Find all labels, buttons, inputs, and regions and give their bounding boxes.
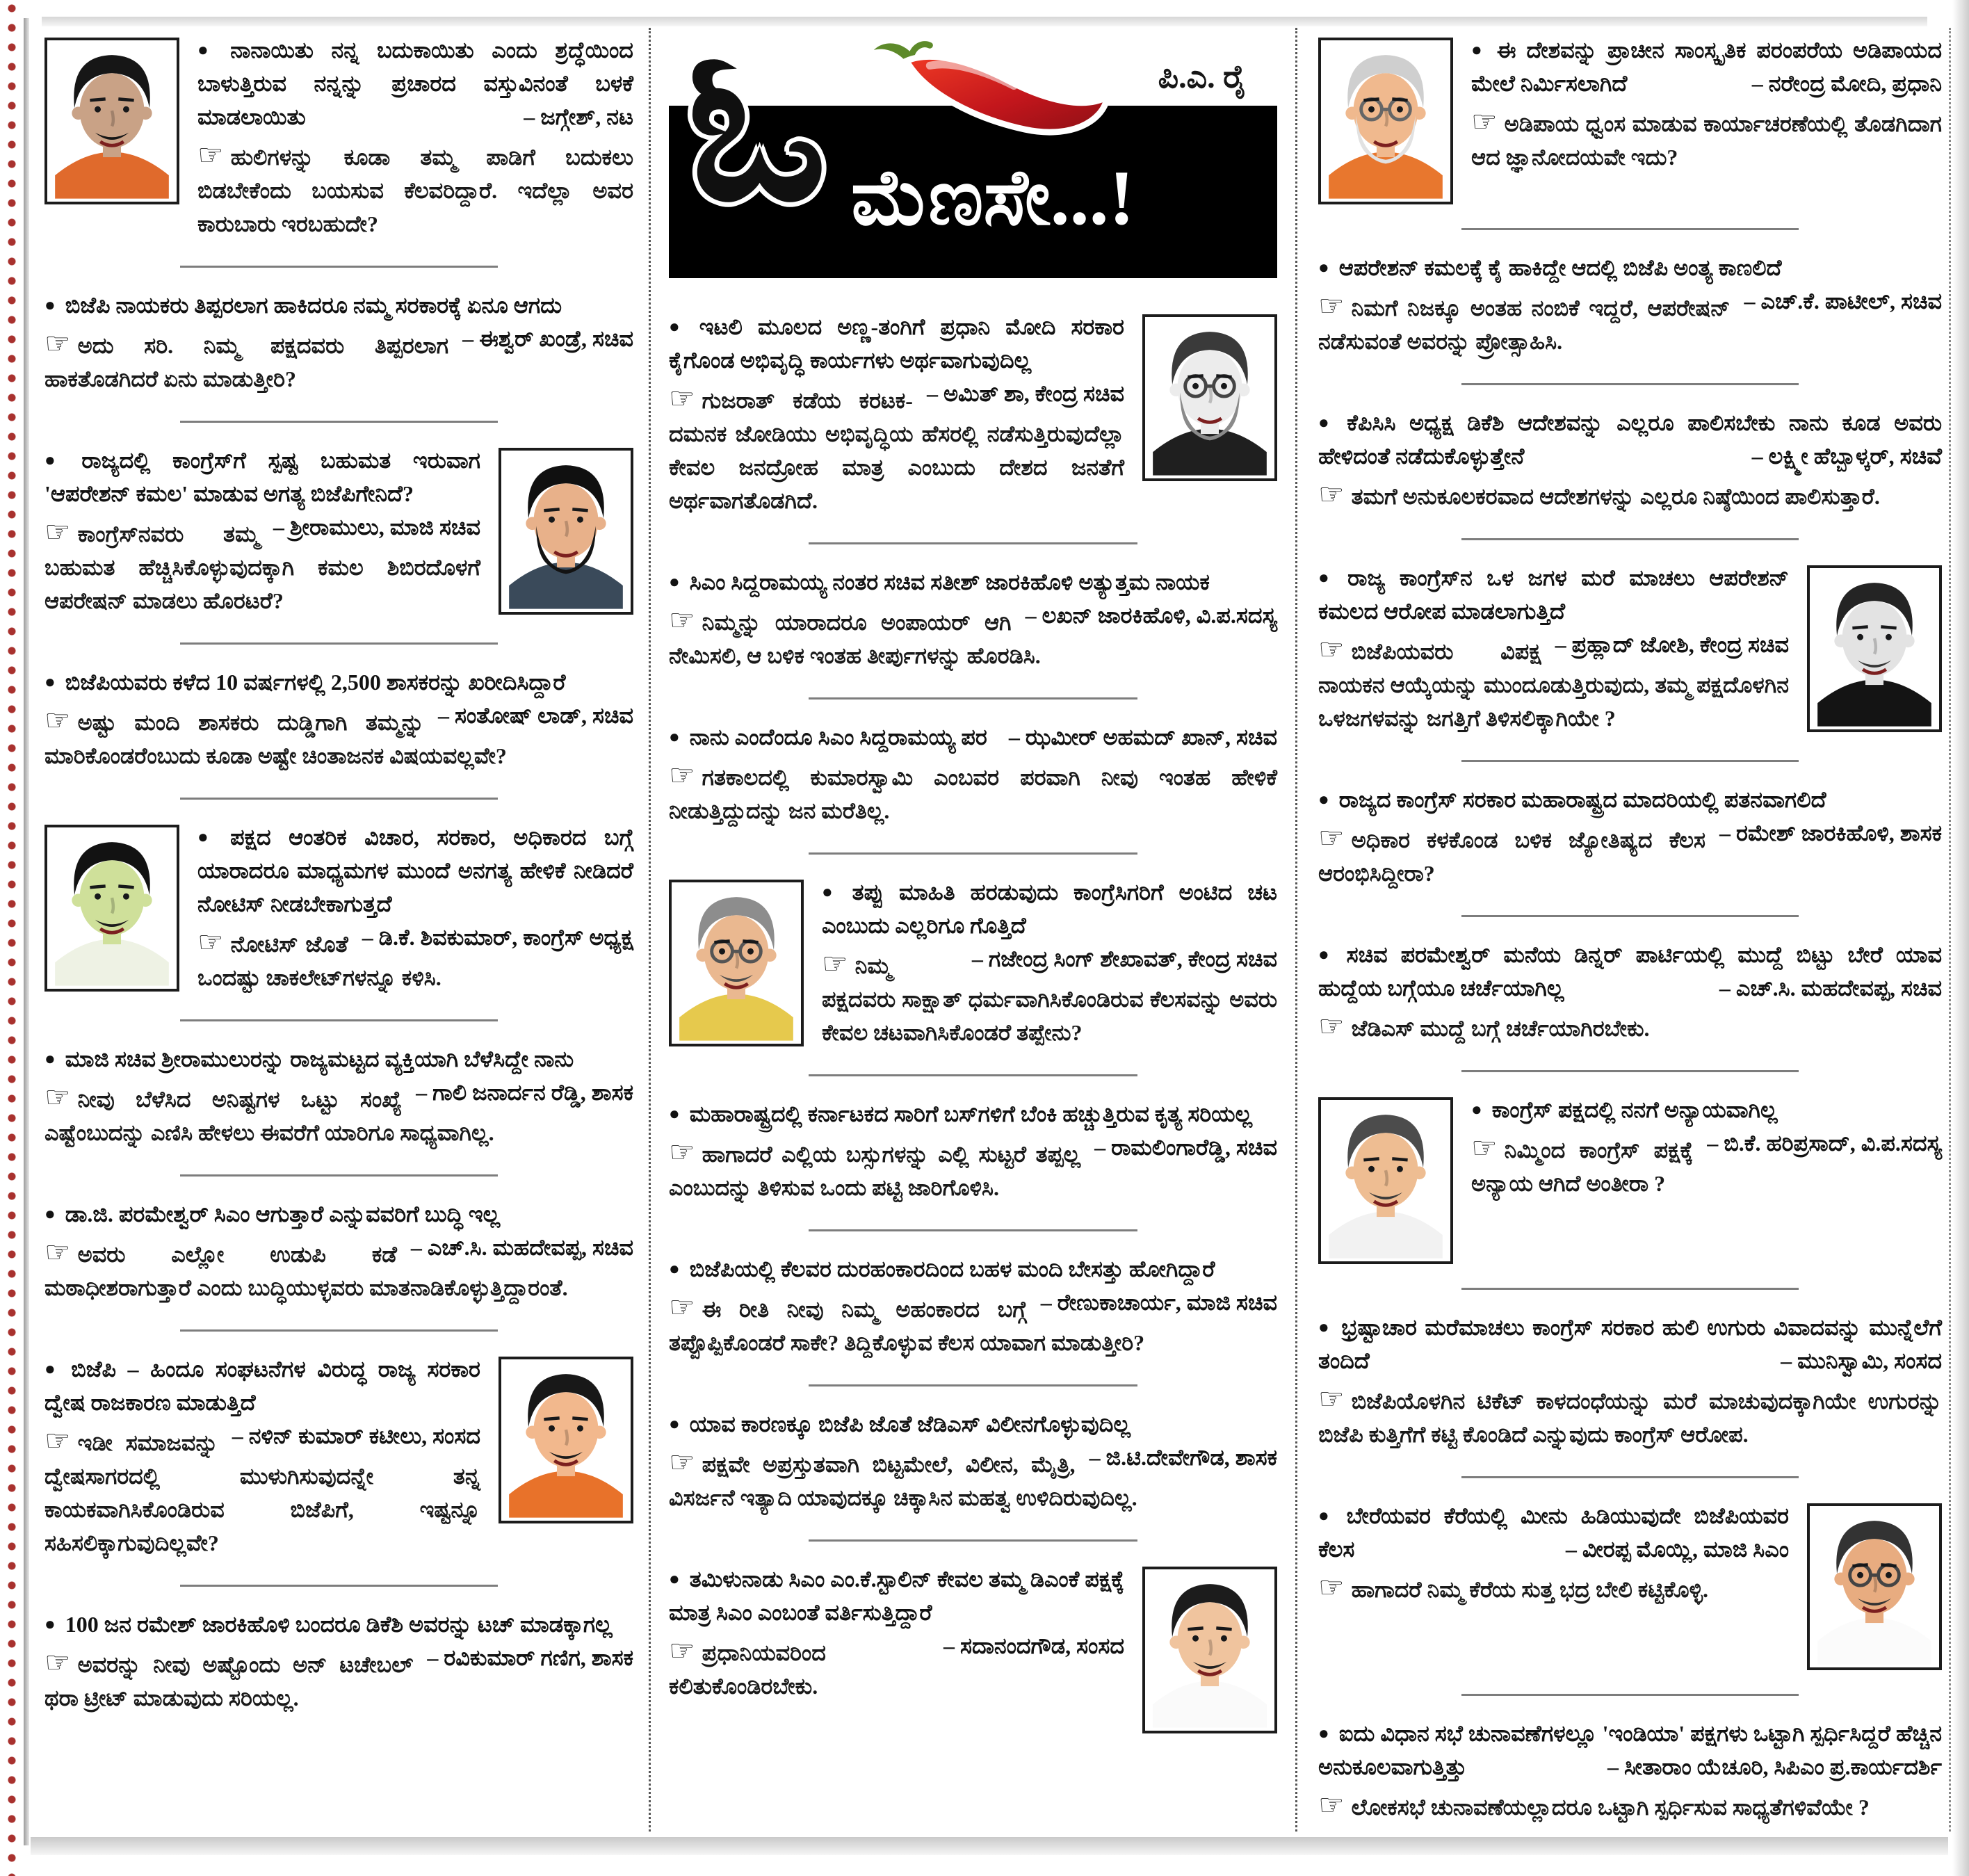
bullet-icon: ● <box>44 295 56 315</box>
bullet-icon: ● <box>1318 789 1329 809</box>
qa-entry <box>44 1197 633 1311</box>
question-text: ಸಚಿವ ಪರಮೇಶ್ವರ್ ಮನೆಯ ಡಿನ್ನರ್ ಪಾರ್ಟಿಯಲ್ಲಿ ಮುದ್ದೆ ಬಿಟ್ಟು ಬೇರೆ ಯಾವ ಹುದ್ದೆಯ ಬಗ್ಗೆಯೂ ಚರ್ಚೆಯಾಗಿಲ್ಲ <box>1318 942 1942 1001</box>
caricature-jaggesh <box>44 38 179 204</box>
bullet-icon: ● <box>1471 1099 1482 1119</box>
question-text: ನಾನಾಯಿತು ನನ್ನ ಬದುಕಾಯಿತು ಎಂದು ಶ್ರದ್ಧೆಯಿಂದ ಬಾಳುತ್ತಿರುವ ನನ್ನನ್ನು ಪ್ರಚಾರದ ವಸ್ತುವಿನಂತೆ ಬಳಕೆ ಮಾಡಲಾಯಿತು <box>197 38 633 129</box>
qa-entry <box>44 444 633 624</box>
caricature-amit-shah <box>1142 314 1277 481</box>
pointing-finger-icon: ☞ <box>1471 106 1498 138</box>
qa-entry <box>44 1352 633 1567</box>
bullet-icon: ● <box>44 1204 56 1224</box>
entry-divider <box>180 421 498 423</box>
caricature-face-icon <box>47 40 177 202</box>
pointing-finger-icon: ☞ <box>1318 1384 1345 1416</box>
answer-text: ಅಧಿಕಾರ ಕಳಕೊಂಡ ಬಳಿಕ ಜ್ಯೋತಿಷ್ಯದ ಕೆಲಸ ಆರಂಭಿಸಿದ್ದೀರಾ? <box>1318 827 1705 886</box>
bullet-icon: ● <box>197 40 221 60</box>
attribution: – ಲಖನ್ ಜಾರಕಿಹೊಳಿ, ವಿ.ಪ.ಸದಸ್ಯ <box>1025 603 1277 628</box>
entry-divider <box>1461 1476 1798 1478</box>
question-text: ತಮಿಳುನಾಡು ಸಿಎಂ ಎಂ.ಕೆ.ಸ್ಟಾಲಿನ್ ಕೇವಲ ತಮ್ಮ ಡಿಎಂಕೆ ಪಕ್ಷಕ್ಕೆ ಮಾತ್ರ ಸಿಎಂ ಎಂಬಂತೆ ವರ್ತಿಸುತ್ತಿದ್ದಾರೆ <box>669 1567 1124 1625</box>
answer-text: ಅಷ್ಟು ಮಂದಿ ಶಾಸಕರು ದುಡ್ಡಿಗಾಗಿ ತಮ್ಮನ್ನು ಮಾರಿಕೊಂಡರೆಂಬುದು ಕೂಡಾ ಅಷ್ಟೇ ಚಿಂತಾಜನಕ ವಿಷಯವಲ್ಲವೇ? <box>44 710 507 768</box>
masthead <box>669 12 1277 282</box>
entry-divider <box>809 542 1137 544</box>
bullet-icon: ● <box>44 1049 56 1069</box>
pointing-finger-icon: ☞ <box>669 1635 695 1667</box>
qa-entry <box>669 720 1277 834</box>
bullet-icon: ● <box>822 882 843 902</box>
caricature-face-icon <box>1145 1569 1274 1731</box>
pointing-finger-icon: ☞ <box>1318 634 1345 666</box>
question-text: ಬಿಜೆಪಿ – ಹಿಂದೂ ಸಂಘಟನೆಗಳ ವಿರುದ್ಧ ರಾಜ್ಯ ಸರಕಾರ ದ್ವೇಷ ರಾಜಕಾರಣ ಮಾಡುತ್ತಿದೆ <box>44 1357 480 1415</box>
caricature-face-icon <box>1810 568 1939 729</box>
pointing-finger-icon: ☞ <box>44 1647 71 1679</box>
question-text: ರಾಜ್ಯ ಕಾಂಗ್ರೆಸ್‌ನ ಒಳ ಜಗಳ ಮರೆ ಮಾಚಲು ಆಪರೇಶನ್ ಕಮಲದ ಆರೋಪ ಮಾಡಲಾಗುತ್ತಿದೆ <box>1318 565 1789 624</box>
answer-text: ಅಡಿಪಾಯ ಧ್ವಂಸ ಮಾಡುವ ಕಾರ್ಯಾಚರಣೆಯಲ್ಲಿ ತೊಡಗಿದಾಗ ಆದ ಜ್ಞಾನೋದಯವೇ ಇದು? <box>1471 111 1942 170</box>
caricature-face-icon <box>501 1359 631 1521</box>
pointing-finger-icon: ☞ <box>44 1237 71 1269</box>
attribution: – ಎಚ್.ಕೆ. ಪಾಟೀಲ್, ಸಚಿವ <box>1744 289 1942 314</box>
qa-entry <box>1318 1717 1942 1831</box>
answer-text: ಗುಜರಾತ್ ಕಡೆಯ ಕರಟಕ-ದಮನಕ ಜೋಡಿಯು ಅಭಿವೃದ್ಧಿಯ ಹೆಸರಲ್ಲಿ ನಡೆಸುತ್ತಿರುವುದೆಲ್ಲಾ ಕೇವಲ ಜನದ್ರೋಹ ಮಾತ್ರ ಎಂಬುದು ದೇಶದ ಜನತೆಗೆ ಅರ್ಥವಾಗತೊಡಗಿದೆ. <box>669 388 1124 513</box>
answer-text: ಹುಲಿಗಳನ್ನು ಕೂಡಾ ತಮ್ಮ ಪಾಡಿಗೆ ಬದುಕಲು ಬಿಡಬೇಕೆಂದು ಬಯಸುವ ಕೆಲವರಿದ್ದಾರೆ. ಇದೆಲ್ಲಾ ಅವರ ಕಾರುಬಾರು ಇರಬಹುದೇ? <box>197 145 633 236</box>
question-text: ನಾನು ಎಂದೆಂದೂ ಸಿಎಂ ಸಿದ್ದರಾಮಯ್ಯ ಪರ <box>689 725 987 750</box>
attribution: – ರವಿಕುಮಾರ್ ಗಣಿಗ, ಶಾಸಕ <box>427 1645 633 1670</box>
bullet-icon: ● <box>1318 944 1337 964</box>
answer-text: ಲೋಕಸಭೆ ಚುನಾವಣೆಯಲ್ಲಾದರೂ ಒಟ್ಟಾಗಿ ಸ್ಪರ್ಧಿಸುವ ಸಾಧ್ಯತೆಗಳಿವೆಯೇ ? <box>1351 1795 1870 1820</box>
caricature-face-icon <box>672 882 801 1044</box>
bullet-icon: ● <box>44 672 56 692</box>
pointing-finger-icon: ☞ <box>669 760 695 792</box>
question-text: ಬಿಜೆಪಿಯಲ್ಲಿ ಕೆಲವರ ದುರಹಂಕಾರದಿಂದ ಬಹಳ ಮಂದಿ ಬೇಸತ್ತು ಹೋಗಿದ್ದಾರೆ <box>689 1256 1215 1281</box>
bullet-icon: ● <box>669 1414 680 1434</box>
answer-text: ತಮಗೆ ಅನುಕೂಲಕರವಾದ ಆದೇಶಗಳನ್ನು ಎಲ್ಲರೂ ನಿಷ್ಠೆಯಿಂದ ಪಾಲಿಸುತ್ತಾರೆ. <box>1351 484 1880 509</box>
pointing-finger-icon: ☞ <box>1318 479 1345 511</box>
caricature-bk-hariprasad <box>1318 1097 1453 1264</box>
question-text: ಆಪರೇಶನ್ ಕಮಲಕ್ಕೆ ಕೈ ಹಾಕಿದ್ದೇ ಆದಲ್ಲಿ ಬಿಜೆಪಿ ಅಂತ್ಯ ಕಾಣಲಿದೆ <box>1338 255 1782 280</box>
question-text: ಪಕ್ಷದ ಆಂತರಿಕ ವಿಚಾರ, ಸರಕಾರ, ಅಧಿಕಾರದ ಬಗ್ಗೆ ಯಾರಾದರೂ ಮಾಧ್ಯಮಗಳ ಮುಂದೆ ಅನಗತ್ಯ ಹೇಳಿಕೆ ನೀಡಿದರೆ ನೋಟಿಸ್ ನೀಡಬೇಕಾಗುತ್ತದೆ <box>197 825 633 916</box>
entry-divider <box>1461 760 1798 762</box>
attribution: – ಬಿ.ಕೆ. ಹರಿಪ್ರಸಾದ್, ವಿ.ಪ.ಸದಸ್ಯ <box>1707 1131 1942 1156</box>
pointing-finger-icon: ☞ <box>44 1082 71 1114</box>
attribution: – ಸೀತಾರಾಂ ಯೆಚೂರಿ, ಸಿಪಿಎಂ ಪ್ರ.ಕಾರ್ಯದರ್ಶಿ <box>1607 1754 1942 1779</box>
attribution: – ನರೇಂದ್ರ ಮೋದಿ, ಪ್ರಧಾನಿ <box>1751 71 1942 96</box>
answer-text: ಪಕ್ಷವೇ ಅಪ್ರಸ್ತುತವಾಗಿ ಬಿಟ್ಟಮೇಲೆ, ವಿಲೀನ, ಮೈತ್ರಿ, ವಿಸರ್ಜನೆ ಇತ್ಯಾದಿ ಯಾವುದಕ್ಕೂ ಚಿಕ್ಕಾಸಿನ ಮಹತ್ವ ಉಳಿದಿರುವುದಿಲ್ಲ. <box>669 1452 1137 1510</box>
caricature-face-icon <box>1321 1100 1450 1261</box>
margin-perforation-dots <box>6 0 18 1876</box>
attribution: – ಎಚ್.ಸಿ. ಮಹದೇವಪ್ಪ, ಸಚಿವ <box>1719 976 1942 1001</box>
entry-divider <box>180 1174 498 1176</box>
qa-entry <box>1318 783 1942 897</box>
pointing-finger-icon: ☞ <box>1471 1133 1498 1165</box>
author-byline: ಪಿ.ಎ. ರೈ <box>1158 59 1247 95</box>
qa-entry <box>669 1252 1277 1366</box>
bullet-icon: ● <box>669 572 680 592</box>
qa-entry <box>44 289 633 403</box>
question-text: ಮಹಾರಾಷ್ಟ್ರದಲ್ಲಿ ಕರ್ನಾಟಕದ ಸಾರಿಗೆ ಬಸ್‌ಗಳಿಗೆ ಬೆಂಕಿ ಹಚ್ಚುತ್ತಿರುವ ಕೃತ್ಯ ಸರಿಯಲ್ಲ <box>689 1101 1253 1126</box>
qa-entry <box>1318 251 1942 365</box>
caricature-sriramulu <box>499 448 633 615</box>
qa-entry <box>669 875 1277 1056</box>
question-text: ಬಿಜೆಪಿಯವರು ಕಳೆದ 10 ವರ್ಷಗಳಲ್ಲಿ 2,500 ಶಾಸಕರನ್ನು ಖರೀದಿಸಿದ್ದಾರೆ <box>65 670 566 695</box>
entry-divider <box>1461 1070 1798 1072</box>
attribution: – ಪ್ರಹ್ಲಾದ್ ಜೋಶಿ, ಕೇಂದ್ರ ಸಚಿವ <box>1555 632 1789 657</box>
pointing-finger-icon: ☞ <box>669 1137 695 1169</box>
entry-divider <box>1461 228 1798 230</box>
attribution: – ಶ್ರೀರಾಮುಲು, ಮಾಜಿ ಸಚಿವ <box>273 515 480 540</box>
attribution: – ನಳಿನ್ ಕುಮಾರ್ ಕಟೀಲು, ಸಂಸದ <box>232 1423 480 1448</box>
bullet-icon: ● <box>1318 1317 1332 1337</box>
pointing-finger-icon: ☞ <box>44 328 71 360</box>
entry-divider <box>180 1329 498 1332</box>
bullet-icon: ● <box>669 1259 680 1279</box>
answer-text: ಹಾಗಾದರೆ ನಿಮ್ಮ ಕೆರೆಯ ಸುತ್ತ ಭದ್ರ ಬೇಲಿ ಕಟ್ಟಿಕೊಳ್ಳಿ. <box>1351 1577 1709 1602</box>
entry-divider <box>180 1585 498 1587</box>
pointing-finger-icon: ☞ <box>822 948 848 980</box>
question-text: ಬಿಜೆಪಿ ನಾಯಕರು ತಿಪ್ಪರಲಾಗ ಹಾಕಿದರೂ ನಮ್ಮ ಸರಕಾರಕ್ಕೆ ಏನೂ ಆಗದು <box>65 293 562 318</box>
entry-divider <box>180 642 498 645</box>
bullet-icon: ● <box>1318 567 1338 588</box>
answer-text: ಬಿಜೆಪಿಯವರು ವಿಪಕ್ಷ ನಾಯಕನ ಆಯ್ಕೆಯನ್ನು ಮುಂದೂಡುತ್ತಿರುವುದು, ತಮ್ಮ ಪಕ್ಷದೊಳಗಿನ ಒಳಜಗಳವನ್ನು ಜಗತ್ತಿಗೆ ತಿಳಿಸಲಿಕ್ಕಾಗಿಯೇ ? <box>1318 639 1789 731</box>
question-text: ಕೆಪಿಸಿಸಿ ಅಧ್ಯಕ್ಷ ಡಿಕೆಶಿ ಆದೇಶವನ್ನು ಎಲ್ಲರೂ ಪಾಲಿಸಬೇಕು ನಾನು ಕೂಡ ಅವರು ಹೇಳಿದಂತೆ ನಡೆದುಕೊಳ್ಳುತ್ತೇನೆ <box>1318 410 1942 469</box>
attribution: – ರೇಣುಕಾಚಾರ್ಯ, ಮಾಜಿ ಸಚಿವ <box>1040 1290 1277 1315</box>
attribution: – ರಾಮಲಿಂಗಾರೆಡ್ಡಿ, ಸಚಿವ <box>1094 1135 1277 1160</box>
columns-container <box>39 12 1951 1831</box>
bullet-icon: ● <box>669 1103 680 1124</box>
question-text: ಡಾ.ಜಿ. ಪರಮೇಶ್ವರ್ ಸಿಎಂ ಆಗುತ್ತಾರೆ ಎನ್ನುವವರಿಗೆ ಬುದ್ಧಿ ಇಲ್ಲ <box>65 1202 501 1227</box>
caricature-narendra-modi <box>1318 38 1453 204</box>
masthead-big-letter: ಓ <box>687 12 827 243</box>
pointing-finger-icon: ☞ <box>44 517 71 549</box>
answer-text: ಗತಕಾಲದಲ್ಲಿ ಕುಮಾರಸ್ವಾಮಿ ಎಂಬವರ ಪರವಾಗಿ ನೀವು ಇಂತಹ ಹೇಳಿಕೆ ನೀಡುತ್ತಿದ್ದುದನ್ನು ಜನ ಮರೆತಿಲ್ಲ. <box>669 765 1277 823</box>
question-text: ಕಾಂಗ್ರೆಸ್ ಪಕ್ಷದಲ್ಲಿ ನನಗೆ ಅನ್ಯಾಯವಾಗಿಲ್ಲ <box>1491 1097 1778 1122</box>
entry-divider <box>180 798 498 800</box>
answer-text: ಹಾಗಾದರೆ ಎಲ್ಲಿಯ ಬಸ್ಸುಗಳನ್ನು ಎಲ್ಲಿ ಸುಟ್ಟರೆ ತಪ್ಪಲ್ಲ ಎಂಬುದನ್ನು ತಿಳಿಸುವ ಒಂದು ಪಟ್ಟಿ ಜಾರಿಗೊಳಿಸಿ. <box>669 1142 1081 1200</box>
answer-text: ಕಾಂಗ್ರೆಸ್‌ನವರು ತಮ್ಮ ಬಹುಮತ ಹೆಚ್ಚಿಸಿಕೊಳ್ಳುವುದಕ್ಕಾಗಿ ಕಮಲ ಶಿಬಿರದೊಳಗೆ ಆಪರೇಷನ್ ಮಾಡಲು ಹೊರಟರೆ? <box>44 521 480 613</box>
question-text: ಭ್ರಷ್ಟಾಚಾರ ಮರೆಮಾಚಲು ಕಾಂಗ್ರೆಸ್ ಸರಕಾರ ಹುಲಿ ಉಗುರು ವಿವಾದವನ್ನು ಮುನ್ನೆಲೆಗೆ ತಂದಿದೆ <box>1318 1315 1942 1373</box>
answer-text: ಈ ರೀತಿ ನೀವು ನಿಮ್ಮ ಅಹಂಕಾರದ ಬಗ್ಗೆ ತಪ್ಪೊಪ್ಪಿಕೊಂಡರೆ ಸಾಕೇ? ತಿದ್ದಿಕೊಳ್ಳುವ ಕೆಲಸ ಯಾವಾಗ ಮಾಡುತ್ತೀರಿ? <box>669 1297 1145 1355</box>
answer-text: ಅವರು ಎಲ್ಲೋ ಉಡುಪಿ ಕಡೆ ಮಠಾಧೀಶರಾಗುತ್ತಾರೆ ಎಂದು ಬುದ್ಧಿಯುಳ್ಳವರು ಮಾತನಾಡಿಕೊಳ್ಳುತ್ತಿದ್ದಾರಂತೆ. <box>44 1242 568 1300</box>
answer-text: ನಿಮ್ಮ ಪಕ್ಷದವರು ಸಾಕ್ಷಾತ್ ಧರ್ಮವಾಗಿಸಿಕೊಂಡಿರುವ ಕೆಲಸವನ್ನು ಅವರು ಕೇವಲ ಚಟವಾಗಿಸಿಕೊಂಡರೆ ತಪ್ಪೇನು? <box>822 953 1277 1045</box>
attribution: – ಗಾಲಿ ಜನಾರ್ದನ ರೆಡ್ಡಿ, ಶಾಸಕ <box>416 1080 633 1105</box>
qa-entry <box>44 1608 633 1722</box>
entry-divider <box>809 1384 1137 1386</box>
column-right <box>1297 28 1951 1831</box>
qa-entry <box>1318 561 1942 742</box>
bullet-icon: ● <box>669 1569 680 1589</box>
pointing-finger-icon: ☞ <box>1318 823 1345 855</box>
page-right-edge <box>1952 0 1969 1876</box>
qa-entry <box>669 1407 1277 1521</box>
bullet-icon: ● <box>669 316 690 337</box>
attribution: – ಲಕ್ಷ್ಮೀ ಹೆಬ್ಬಾಳ್ಕರ್, ಸಚಿವೆ <box>1751 444 1942 469</box>
caricature-veerappa-moily <box>1807 1503 1942 1670</box>
caricature-dk-shivakumar <box>44 825 179 992</box>
attribution: – ರಮೇಶ್ ಜಾರಕಿಹೊಳಿ, ಶಾಸಕ <box>1719 820 1942 846</box>
answer-text: ಅದು ಸರಿ. ನಿಮ್ಮ ಪಕ್ಷದವರು ತಿಪ್ಪರಲಾಗ ಹಾಕತೊಡಗಿದರೆ ಏನು ಮಾಡುತ್ತೀರಿ? <box>44 333 449 391</box>
qa-entry <box>669 1097 1277 1211</box>
bullet-icon: ● <box>44 450 72 470</box>
pointing-finger-icon: ☞ <box>44 705 71 737</box>
attribution: – ಮುನಿಸ್ವಾಮಿ, ಸಂಸದ <box>1781 1348 1942 1373</box>
column-left <box>39 28 651 1831</box>
bullet-icon: ● <box>197 827 221 847</box>
bullet-icon: ● <box>669 727 680 747</box>
page-left-edge <box>24 18 29 1845</box>
chili-icon <box>825 38 1159 154</box>
question-text: ಐದು ವಿಧಾನ ಸಭೆ ಚುನಾವಣೆಗಳಲ್ಲೂ 'ಇಂಡಿಯಾ' ಪಕ್ಷಗಳು ಒಟ್ಟಾಗಿ ಸ್ಪರ್ಧಿಸಿದ್ದರೆ ಹೆಚ್ಚಿನ ಅನುಕೂಲವಾಗುತ್ತಿತ್ತು <box>1318 1721 1942 1779</box>
entry-divider <box>1461 1288 1798 1290</box>
bullet-icon: ● <box>1318 1505 1337 1526</box>
entry-divider <box>809 1539 1137 1542</box>
question-text: ಬೇರೆಯವರ ಕೆರೆಯಲ್ಲಿ ಮೀನು ಹಿಡಿಯುವುದೇ ಬಿಜೆಪಿಯವರ ಕೆಲಸ <box>1318 1503 1789 1562</box>
column-middle <box>651 12 1297 1831</box>
pointing-finger-icon: ☞ <box>669 383 695 415</box>
qa-entry <box>1318 1499 1942 1676</box>
entry-divider <box>809 1229 1137 1231</box>
answer-text: ಇಡೀ ಸಮಾಜವನ್ನು ದ್ವೇಷಸಾಗರದಲ್ಲಿ ಮುಳುಗಿಸುವುದನ್ನೇ ತನ್ನ ಕಾಯಕವಾಗಿಸಿಕೊಂಡಿರುವ ಬಿಜೆಪಿಗೆ, ಇಷ್ಟನ್ನೂ ಸಹಿಸಲಿಕ್ಕಾಗುವುದಿಲ್ಲವೇ? <box>44 1430 480 1555</box>
answer-text: ಜೆಡಿಎಸ್ ಮುದ್ದೆ ಬಗ್ಗೆ ಚರ್ಚೆಯಾಗಿರಬೇಕು. <box>1351 1016 1650 1041</box>
attribution: – ವೀರಪ್ಪ ಮೊಯ್ಲಿ, ಮಾಜಿ ಸಿಎಂ <box>1565 1537 1789 1562</box>
qa-entry <box>1318 33 1942 210</box>
attribution: – ಜಿ.ಟಿ.ದೇವೇಗೌಡ, ಶಾಸಕ <box>1089 1445 1277 1470</box>
caricature-face-icon <box>47 827 177 989</box>
question-text: ರಾಜ್ಯದ ಕಾಂಗ್ರೆಸ್ ಸರಕಾರ ಮಹಾರಾಷ್ಟ್ರದ ಮಾದರಿಯಲ್ಲಿ ಪತನವಾಗಲಿದೆ <box>1338 787 1826 812</box>
pointing-finger-icon: ☞ <box>44 1425 71 1457</box>
caricature-face-icon <box>1145 317 1274 478</box>
answer-text: ನಿಮಗೆ ನಿಜಕ್ಕೂ ಅಂತಹ ನಂಬಿಕೆ ಇದ್ದರೆ, ಆಪರೇಷನ್ ನಡೆಸುವಂತೆ ಅವರನ್ನು ಪ್ರೋತ್ಸಾಹಿಸಿ. <box>1318 296 1731 354</box>
answer-text: ನೀವು ಬೆಳೆಸಿದ ಅನಿಷ್ಟಗಳ ಒಟ್ಟು ಸಂಖ್ಯೆ ಎಷ್ಟೆಂಬುದನ್ನು ಎಣಿಸಿ ಹೇಳಲು ಈವರೆಗೆ ಯಾರಿಗೂ ಸಾಧ್ಯವಾಗಿಲ್ಲ. <box>44 1087 494 1145</box>
pointing-finger-icon: ☞ <box>1318 291 1345 323</box>
answer-text: ಅವರನ್ನು ನೀವು ಅಷ್ಟೊಂದು ಅನ್ ಟಚೇಬಲ್ ಥರಾ ಟ್ರೀಟ್ ಮಾಡುವುದು ಸರಿಯಲ್ಲ. <box>44 1652 414 1711</box>
entry-divider <box>180 266 498 268</box>
attribution: – ಝಮೀರ್ ಅಹಮದ್ ಖಾನ್, ಸಚಿವ <box>1008 725 1277 750</box>
bullet-icon: ● <box>1471 40 1487 60</box>
entry-divider <box>1461 538 1798 540</box>
pointing-finger-icon: ☞ <box>669 1447 695 1479</box>
pointing-finger-icon: ☞ <box>197 140 224 172</box>
answer-text: ನಿಮ್ಮನ್ನು ಯಾರಾದರೂ ಅಂಪಾಯರ್ ಆಗಿ ನೇಮಿಸಲಿ, ಆ ಬಳಿಕ ಇಂತಹ ತೀರ್ಪುಗಳನ್ನು ಹೊರಡಿಸಿ. <box>669 610 1041 668</box>
caricature-prahlad-joshi <box>1807 565 1942 732</box>
qa-entry <box>44 33 633 248</box>
bullet-icon: ● <box>44 1614 56 1634</box>
qa-entry <box>1318 406 1942 520</box>
bullet-icon: ● <box>1318 257 1329 277</box>
entry-divider <box>809 697 1137 700</box>
qa-entry <box>669 310 1277 524</box>
caricature-face-icon <box>1321 40 1450 202</box>
pointing-finger-icon: ☞ <box>1318 1572 1345 1604</box>
pointing-finger-icon: ☞ <box>669 1292 695 1324</box>
caricature-face-icon <box>501 451 631 612</box>
qa-entry <box>1318 1093 1942 1270</box>
caricature-nalin-kumar-kateel <box>499 1357 633 1523</box>
attribution: – ಈಶ್ವರ್ ಖಂಡ್ರೆ, ಸಚಿವ <box>462 326 633 351</box>
entry-divider <box>809 852 1137 855</box>
attribution: – ಸದಾನಂದಗೌಡ, ಸಂಸದ <box>943 1633 1124 1658</box>
qa-entry <box>669 565 1277 679</box>
qa-entry <box>44 820 633 1001</box>
bullet-icon: ● <box>1318 1723 1329 1743</box>
answer-text: ಬಿಜೆಪಿಯೊಳಗಿನ ಟಿಕೆಟ್ ಕಾಳದಂಧೆಯನ್ನು ಮರೆ ಮಾಚುವುದಕ್ಕಾಗಿಯೇ ಉಗುರನ್ನು ಬಿಜೆಪಿ ಕುತ್ತಿಗೆಗೆ ಕಟ್ಟಿ ಕೊಂಡಿದೆ ಎನ್ನುವುದು ಕಾಂಗ್ರೆಸ್ ಆರೋಪ. <box>1318 1389 1942 1447</box>
qa-entry <box>44 1042 633 1156</box>
entry-divider <box>1461 1694 1798 1696</box>
caricature-gajendra-singh-shekhawat <box>669 880 804 1046</box>
page-bottom-shadow <box>31 1837 1948 1855</box>
attribution: – ಜಗ್ಗೇಶ್, ನಟ <box>524 104 633 129</box>
pointing-finger-icon: ☞ <box>197 927 224 959</box>
bullet-icon: ● <box>1318 412 1338 432</box>
caricature-face-icon <box>1810 1506 1939 1667</box>
attribution: – ಡಿ.ಕೆ. ಶಿವಕುಮಾರ್, ಕಾಂಗ್ರೆಸ್ ಅಧ್ಯಕ್ಷ <box>362 925 633 950</box>
question-text: ತಪ್ಪು ಮಾಹಿತಿ ಹರಡುವುದು ಕಾಂಗ್ರೆಸಿಗರಿಗೆ ಅಂಟಿದ ಚಟ ಎಂಬುದು ಎಲ್ಲರಿಗೂ ಗೊತ್ತಿದೆ <box>822 880 1277 938</box>
pointing-finger-icon: ☞ <box>669 605 695 637</box>
entry-divider <box>180 1019 498 1021</box>
bullet-icon: ● <box>44 1359 62 1379</box>
question-text: ರಾಜ್ಯದಲ್ಲಿ ಕಾಂಗ್ರೆಸ್‌ಗೆ ಸ್ಪಷ್ಟ ಬಹುಮತ ಇರುವಾಗ 'ಆಪರೇಶನ್ ಕಮಲ' ಮಾಡುವ ಅಗತ್ಯ ಬಿಜೆಪಿಗೇನಿದೆ? <box>44 448 480 506</box>
qa-entry <box>1318 938 1942 1052</box>
attribution: – ಅಮಿತ್ ಶಾ, ಕೇಂದ್ರ ಸಚಿವ <box>926 381 1124 406</box>
entry-divider <box>809 1074 1137 1076</box>
attribution: – ಎಚ್.ಸಿ. ಮಹದೇವಪ್ಪ, ಸಚಿವ <box>410 1235 633 1260</box>
question-text: ಯಾವ ಕಾರಣಕ್ಕೂ ಬಿಜೆಪಿ ಜೊತೆ ಜೆಡಿಎಸ್ ವಿಲೀನಗೊಳ್ಳುವುದಿಲ್ಲ <box>689 1412 1131 1437</box>
qa-entry <box>44 665 633 779</box>
qa-entry <box>1318 1311 1942 1458</box>
question-text: ಈ ದೇಶವನ್ನು ಪ್ರಾಚೀನ ಸಾಂಸ್ಕೃತಿಕ ಪರಂಪರೆಯ ಅಡಿಪಾಯದ ಮೇಲೆ ನಿರ್ಮಿಸಲಾಗಿದೆ <box>1471 38 1942 96</box>
qa-entry <box>669 1562 1277 1739</box>
question-text: ಸಿಎಂ ಸಿದ್ದರಾಮಯ್ಯ ನಂತರ ಸಚಿವ ಸತೀಶ್ ಜಾರಕಿಹೊಳಿ ಅತ್ಯುತ್ತಮ ನಾಯಕ <box>689 569 1210 595</box>
page-top-edge <box>42 17 1927 26</box>
masthead-title: ಮೆಣಸೇ...! <box>851 155 1135 241</box>
attribution: – ಸಂತೋಷ್ ಲಾಡ್, ಸಚಿವ <box>438 703 633 728</box>
question-text: 100 ಜನ ರಮೇಶ್ ಜಾರಕಿಹೊಳಿ ಬಂದರೂ ಡಿಕೆಶಿ ಅವರನ್ನು ಟಚ್ ಮಾಡಕ್ಕಾಗಲ್ಲ <box>65 1612 613 1637</box>
pointing-finger-icon: ☞ <box>1318 1011 1345 1043</box>
question-text: ಮಾಜಿ ಸಚಿವ ಶ್ರೀರಾಮುಲುರನ್ನು ರಾಜ್ಯಮಟ್ಟದ ವ್ಯಕ್ತಿಯಾಗಿ ಬೆಳೆಸಿದ್ದೇ ನಾನು <box>65 1046 574 1072</box>
attribution: – ಗಜೇಂದ್ರ ಸಿಂಗ್ ಶೇಖಾವತ್, ಕೇಂದ್ರ ಸಚಿವ <box>971 946 1277 971</box>
answer-text: ಪ್ರಧಾನಿಯವರಿಂದ ಕಲಿತುಕೊಂಡಿರಬೇಕು. <box>669 1640 826 1699</box>
entry-divider <box>1461 915 1798 917</box>
caricature-sadananda-gowda <box>1142 1567 1277 1733</box>
answer-text: ನಿಮ್ಮಿಂದ ಕಾಂಗ್ರೆಸ್ ಪಕ್ಷಕ್ಕೆ ಅನ್ಯಾಯ ಆಗಿದೆ ಅಂತೀರಾ ? <box>1471 1138 1694 1196</box>
pointing-finger-icon: ☞ <box>1318 1790 1345 1822</box>
answer-text: ನೋಟಿಸ್ ಜೊತೆ ಒಂದಷ್ಟು ಚಾಕಲೇಟ್‌ಗಳನ್ನೂ ಕಳಿಸಿ. <box>197 932 441 990</box>
question-text: ಇಟಲಿ ಮೂಲದ ಅಣ್ಣ-ತಂಗಿಗೆ ಪ್ರಧಾನಿ ಮೋದಿ ಸರಕಾರ ಕೈಗೊಂಡ ಅಭಿವೃದ್ಧಿ ಕಾರ್ಯಗಳು ಅರ್ಥವಾಗುವುದಿಲ್ಲ <box>669 314 1124 373</box>
entry-divider <box>1461 383 1798 385</box>
